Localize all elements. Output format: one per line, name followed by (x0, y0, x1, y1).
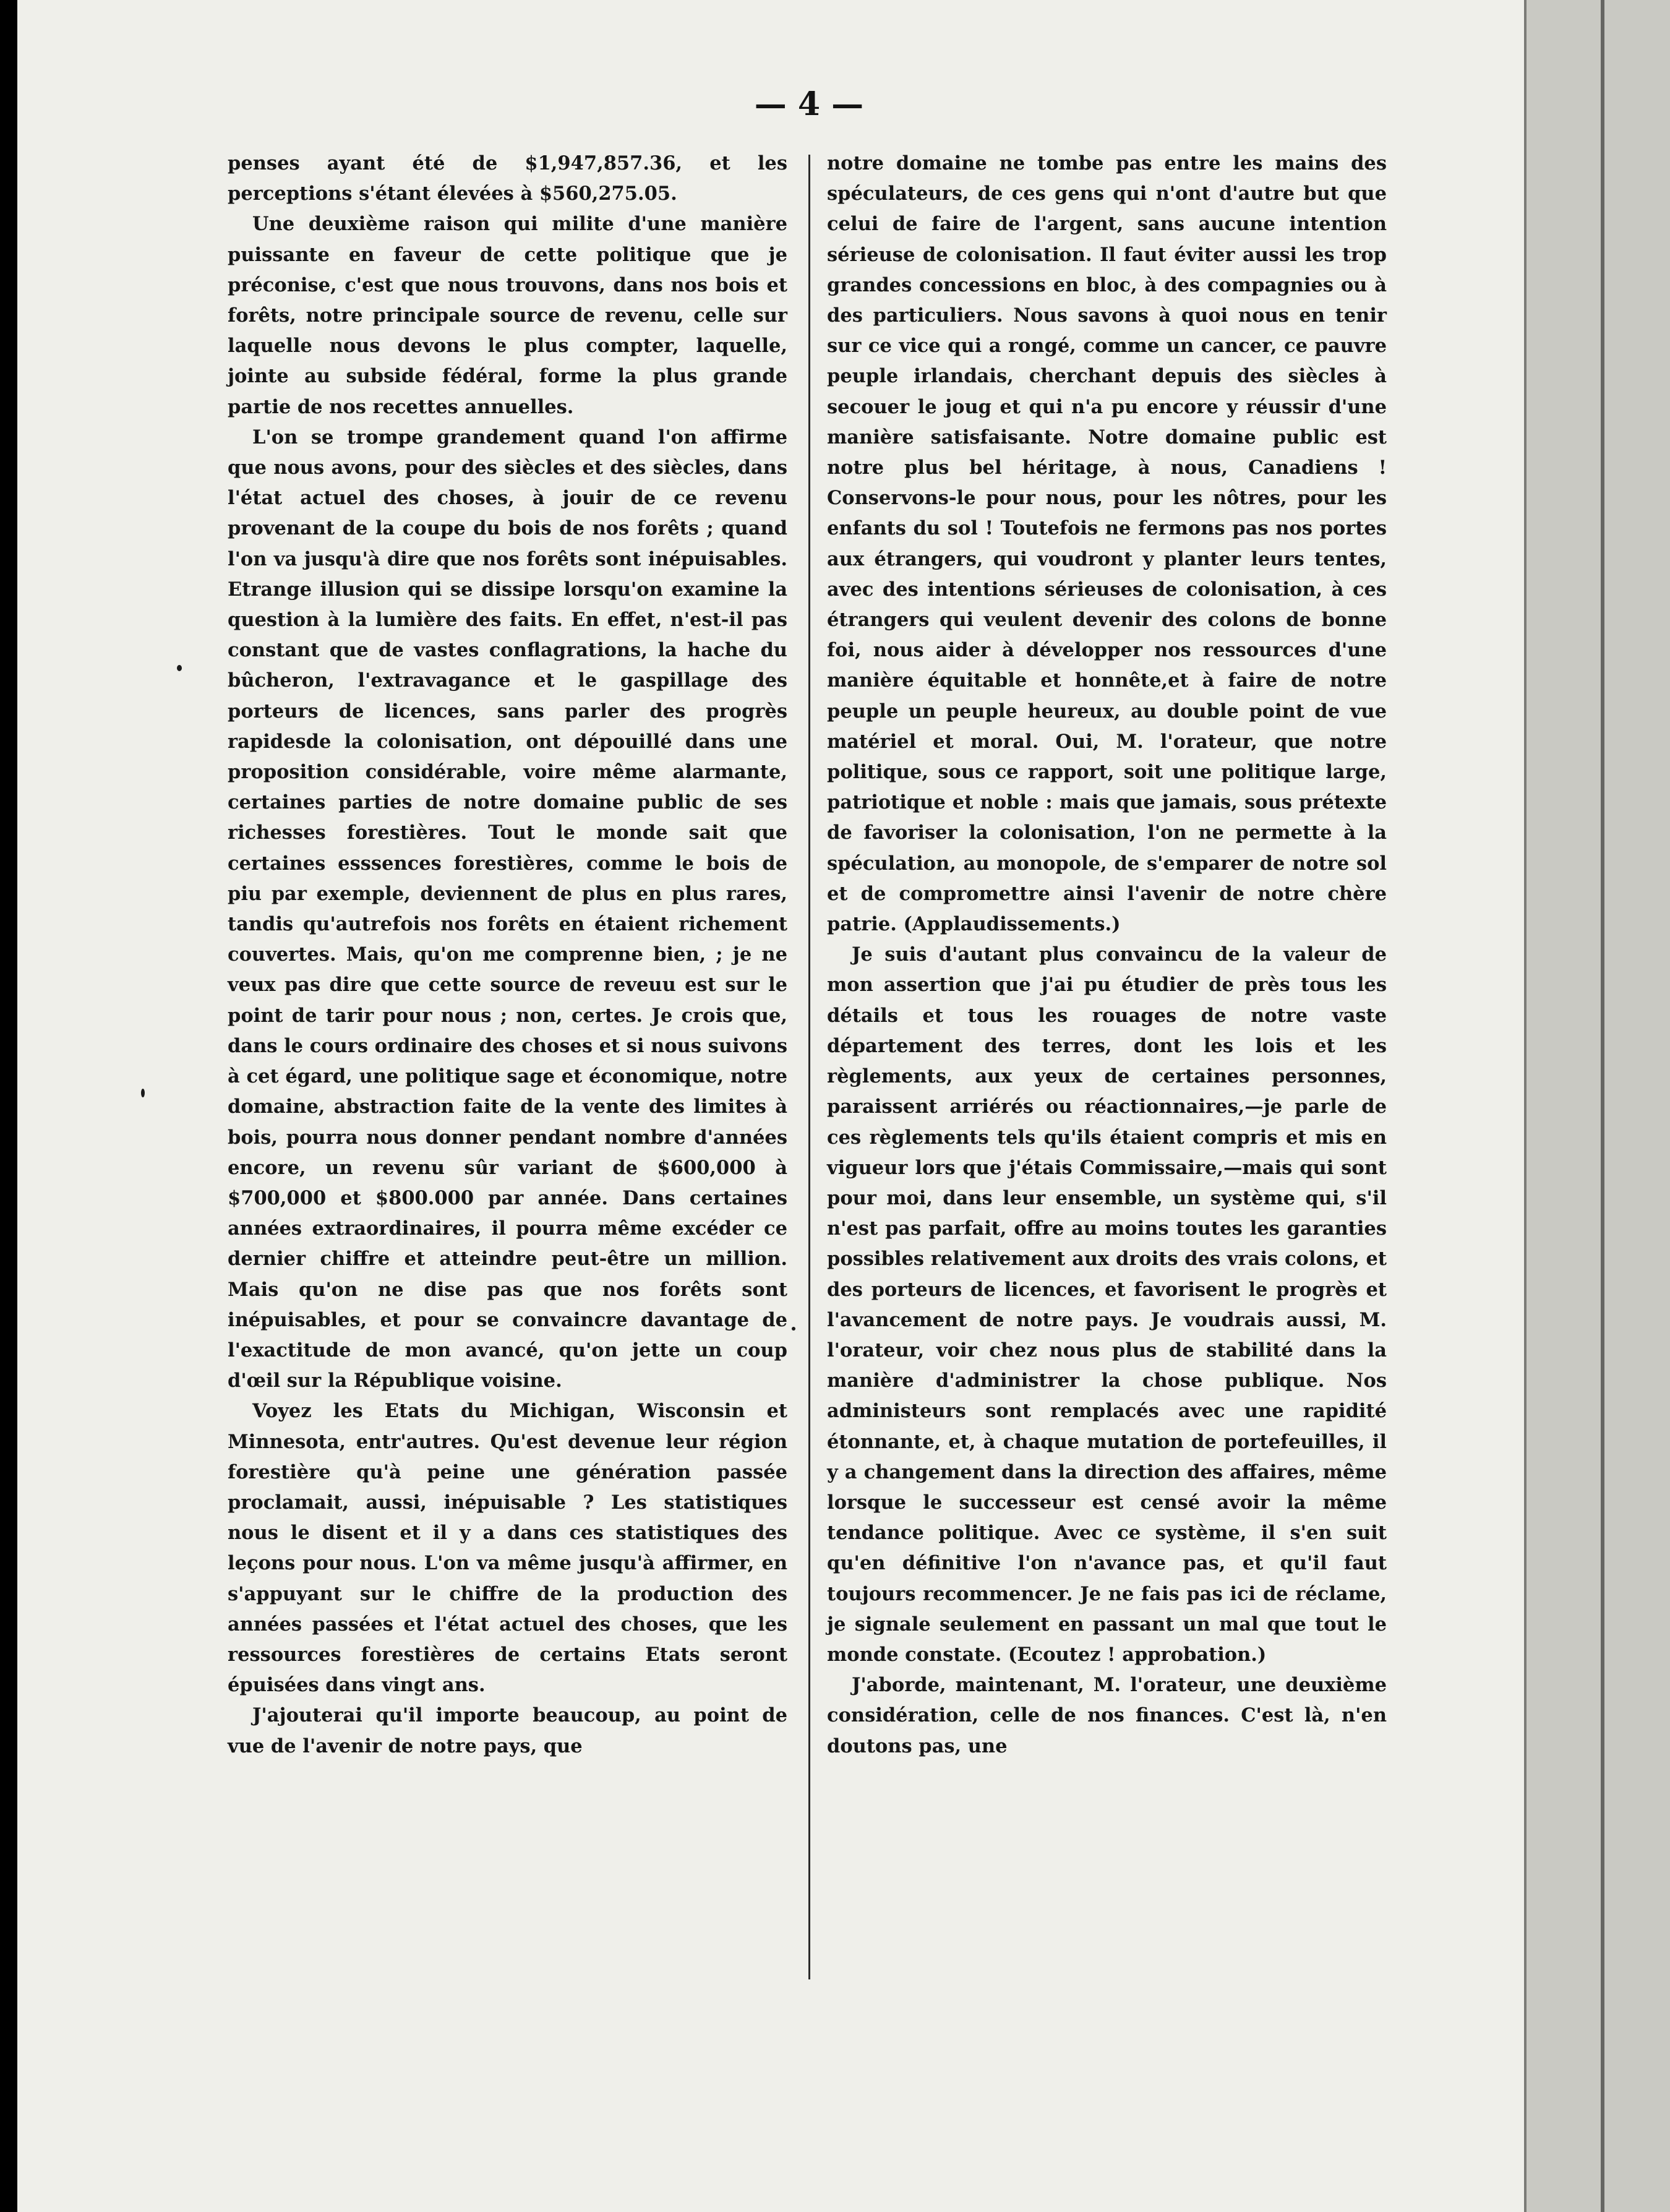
scan-speck (792, 1327, 795, 1331)
left-column (228, 148, 787, 1762)
page-number: — 4 — (754, 85, 864, 123)
scan-speck (141, 1089, 145, 1097)
right-column (827, 148, 1387, 1762)
scan-edge (1524, 0, 1670, 2212)
paragraph: Je suis d'autant plus convaincu de la valeur de mon assertion que j'ai pu étudier de près tous les détails et tous les rouages de notre vaste département des terres, dont les lois et les règlements, aux yeux de certaines personnes, paraissent arriérés ou réactionnaires,—je parle de ces règlements tels qu'ils étaient compris et mis en vigueur lors que j'étais Commissaire,—mais qui sont pour moi, dans leur ensemble, un système qui, s'il n'est pas parfait, offre au moins toutes les garanties possibles relativement aux droits des vrais colons, et des porteurs de licences, et favorisent le progrès et l'avancement de notre pays. Je voudrais aussi, M. l'orateur, voir chez nous plus de stabilité dans la manière d'administrer la chose publique. Nos administeurs sont remplacés avec une rapidité étonnante, et, à chaque mutation de portefeuilles, il y a changement dans la direction des affaires, même lorsque le successeur est censé avoir la même tendance politique. Avec ce système, il s'en suit qu'en définitive l'on n'avance pas, et qu'il faut toujours recommencer. Je ne fais pas ici de réclame, je signale seulement en passant un mal que tout le monde constate. (Ecoutez ! approbation.) (827, 943, 1387, 1666)
paragraph: Voyez les Etats du Michigan, Wisconsin et Minnesota, entr'autres. Qu'est devenue leur région forestière qu'à peine une génération passée proclamait, aussi, inépuisable ? Les statistiques nous le disent et il y a dans ces statistiques des leçons pour nous. L'on va même jusqu'à affirmer, en s'appuyant sur le chiffre de la production des années passées et l'état actuel des choses, que les ressources forestières de certains Etats seront épuisées dans vingt ans. (228, 1400, 787, 1697)
document-page (17, 0, 1524, 2212)
paragraph: Une deuxième raison qui milite d'une manière puissante en faveur de cette politique que je préconise, c'est que nous trouvons, dans nos bois et forêts, notre principale source de revenu, celle sur laquelle nous devons le plus compter, laquelle, jointe au subside fédéral, forme la plus grande partie de nos recettes annuelles. (228, 213, 787, 418)
paragraph: L'on se trompe grandement quand l'on affirme que nous avons, pour des siècles et des siècles, dans l'état actuel des choses, à jouir de ce revenu provenant de la coupe du bois de nos forêts ; quand l'on va jusqu'à dire que nos forêts sont inépuisables. Etrange illusion qui se dissipe lorsqu'on examine la question à la lumière des faits. En effet, n'est-il pas constant que de vastes conflagrations, la hache du bûcheron, l'extravagance et le gaspillage des porteurs de licences, sans parler des progrès rapidesde la colonisation, ont dépouillé dans une proposition considérable, voire même alarmante, certaines parties de notre domaine public de ses richesses forestières. Tout le monde sait que certaines esssences forestières, comme le bois de piu par exemple, deviennent de plus en plus rares, tandis qu'autrefois nos forêts en étaient richement couvertes. Mais, qu'on me comprenne bien, ; je ne veux pas dire que cette source de reveuu est sur le point de tarir pour nous ; non, certes. Je crois que, dans le cours ordinaire des choses et si nous suivons à cet égard, une politique sage et économique, notre domaine, abstraction faite de la vente des limites à bois, pourra nous donner pendant nombre d'années encore, un revenu sûr variant de $600,000 à $700,000 et $800.000 par année. Dans certaines années extraordinaires, il pourra même excéder ce dernier chiffre et atteindre peut-être un million. Mais qu'on ne dise pas que nos forêts sont inépuisables, et pour se convaincre davantage de l'exactitude de mon avancé, qu'on jette un coup d'œil sur la République voisine. (228, 426, 787, 1392)
paragraph: J'ajouterai qu'il importe beaucoup, au point de vue de l'avenir de notre pays, que (228, 1704, 787, 1757)
column-divider (808, 155, 810, 1979)
paragraph: J'aborde, maintenant, M. l'orateur, une deuxième considération, celle de nos finances. C'est là, n'en doutons pas, une (827, 1674, 1387, 1757)
scan-speck (177, 665, 182, 671)
paragraph: notre domaine ne tombe pas entre les mains des spéculateurs, de ces gens qui n'ont d'autre but que celui de faire de l'argent, sans aucune intention sérieuse de colonisation. Il faut éviter aussi les trop grandes concessions en bloc, à des compagnies ou à des particuliers. Nous savons à quoi nous en tenir sur ce vice qui a rongé, comme un cancer, ce pauvre peuple irlandais, cherchant depuis des siècles à secouer le joug et qui n'a pu encore y réussir d'une manière satisfaisante. Notre domaine public est notre plus bel héritage, à nous, Canadiens ! Conservons-le pour nous, pour les nôtres, pour les enfants du sol ! Toutefois ne fermons pas nos portes aux étrangers, qui voudront y planter leurs tentes, avec des intentions sérieuses de colonisation, à ces étrangers qui veulent devenir des colons de bonne foi, nous aider à développer nos ressources d'une manière équitable et honnête,et à faire de notre peuple un peuple heureux, au double point de vue matériel et moral. Oui, M. l'orateur, que notre politique, sous ce rapport, soit une politique large, patriotique et noble : mais que jamais, sous prétexte de favoriser la colonisation, l'on ne permette à la spéculation, au monopole, de s'emparer de notre sol et de compromettre ainsi l'avenir de notre chère patrie. (Applaudissements.) (827, 152, 1387, 936)
paragraph: penses ayant été de $1,947,857.36, et les perceptions s'étant élevées à $560,275.05. (228, 152, 787, 205)
